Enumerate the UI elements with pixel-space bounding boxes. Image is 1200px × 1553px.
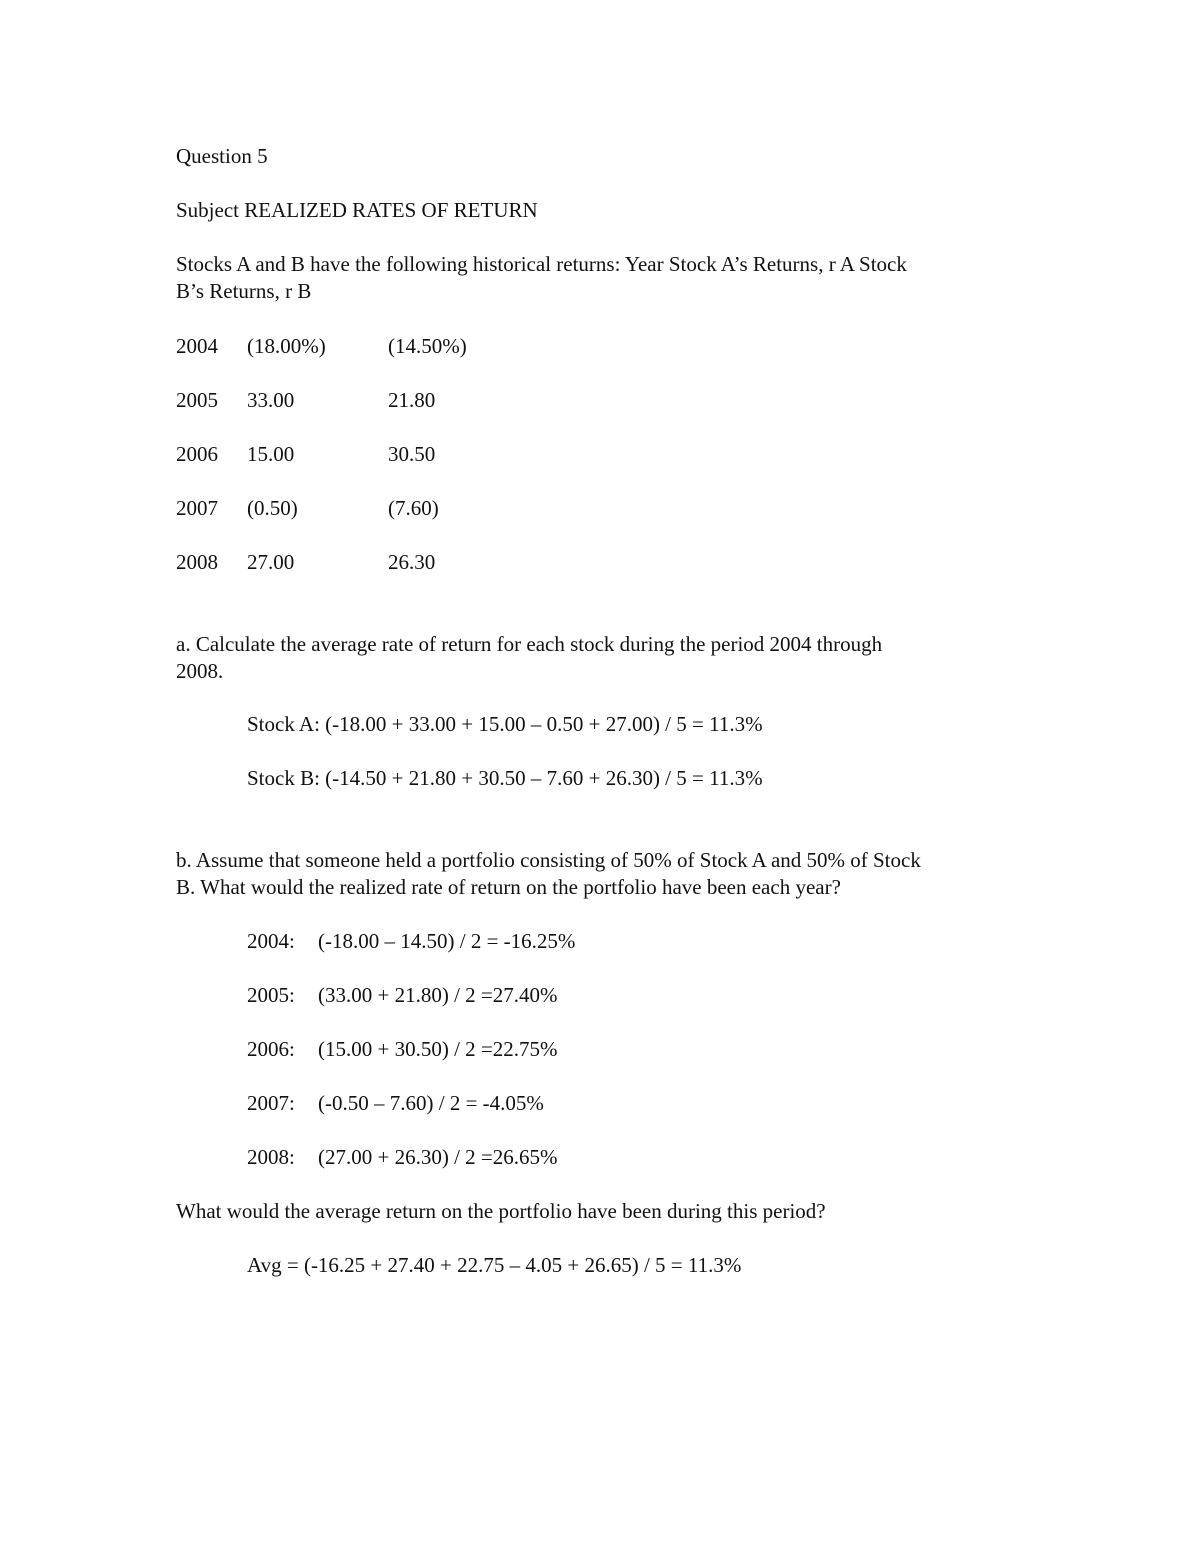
table-cell-year: 2004 <box>176 334 218 358</box>
table-cell-stock-a: 27.00 <box>247 550 295 574</box>
table-cell-year: 2006 <box>176 442 218 466</box>
part-a-question-line-2: 2008. <box>176 659 224 683</box>
table-cell-stock-a: (0.50) <box>247 496 298 520</box>
table-cell-stock-a: (18.00%) <box>247 334 326 358</box>
average-answer: Avg = (-16.25 + 27.40 + 22.75 – 4.05 + 26.65) / 5 = 11.3% <box>247 1253 742 1277</box>
calc-expression: (-0.50 – 7.60) / 2 = -4.05% <box>318 1091 544 1115</box>
table-cell-stock-b: (7.60) <box>388 496 439 520</box>
calc-expression: (33.00 + 21.80) / 2 =27.40% <box>318 983 558 1007</box>
table-cell-stock-a: 33.00 <box>247 388 295 412</box>
table-cell-year: 2008 <box>176 550 218 574</box>
calc-expression: (15.00 + 30.50) / 2 =22.75% <box>318 1037 558 1061</box>
calc-expression: (-18.00 – 14.50) / 2 = -16.25% <box>318 929 576 953</box>
table-cell-stock-b: (14.50%) <box>388 334 467 358</box>
table-cell-stock-b: 30.50 <box>388 442 436 466</box>
intro-line-1: Stocks A and B have the following historical returns: Year Stock A’s Returns, r A Stock <box>176 252 907 276</box>
part-b-question-line-1: b. Assume that someone held a portfolio consisting of 50% of Stock A and 50% of Stock <box>176 848 921 872</box>
table-cell-year: 2007 <box>176 496 218 520</box>
calc-year: 2008: <box>247 1145 295 1169</box>
calc-year: 2004: <box>247 929 295 953</box>
table-cell-stock-a: 15.00 <box>247 442 295 466</box>
subject-line: Subject REALIZED RATES OF RETURN <box>176 198 538 222</box>
calc-year: 2006: <box>247 1037 295 1061</box>
part-a-question-line-1: a. Calculate the average rate of return for each stock during the period 2004 through <box>176 632 883 656</box>
table-cell-stock-b: 26.30 <box>388 550 436 574</box>
part-a-answer-stock-b: Stock B: (-14.50 + 21.80 + 30.50 – 7.60 + 26.30) / 5 = 11.3% <box>247 766 763 790</box>
intro-line-2: B’s Returns, r B <box>176 279 312 303</box>
calc-year: 2005: <box>247 983 295 1007</box>
table-cell-year: 2005 <box>176 388 218 412</box>
calc-year: 2007: <box>247 1091 295 1115</box>
part-b-question-line-2: B. What would the realized rate of return on the portfolio have been each year? <box>176 875 841 899</box>
calc-expression: (27.00 + 26.30) / 2 =26.65% <box>318 1145 558 1169</box>
question-title: Question 5 <box>176 144 268 168</box>
part-a-answer-stock-a: Stock A: (-18.00 + 33.00 + 15.00 – 0.50 + 27.00) / 5 = 11.3% <box>247 712 763 736</box>
average-question: What would the average return on the portfolio have been during this period? <box>176 1199 826 1223</box>
table-cell-stock-b: 21.80 <box>388 388 436 412</box>
